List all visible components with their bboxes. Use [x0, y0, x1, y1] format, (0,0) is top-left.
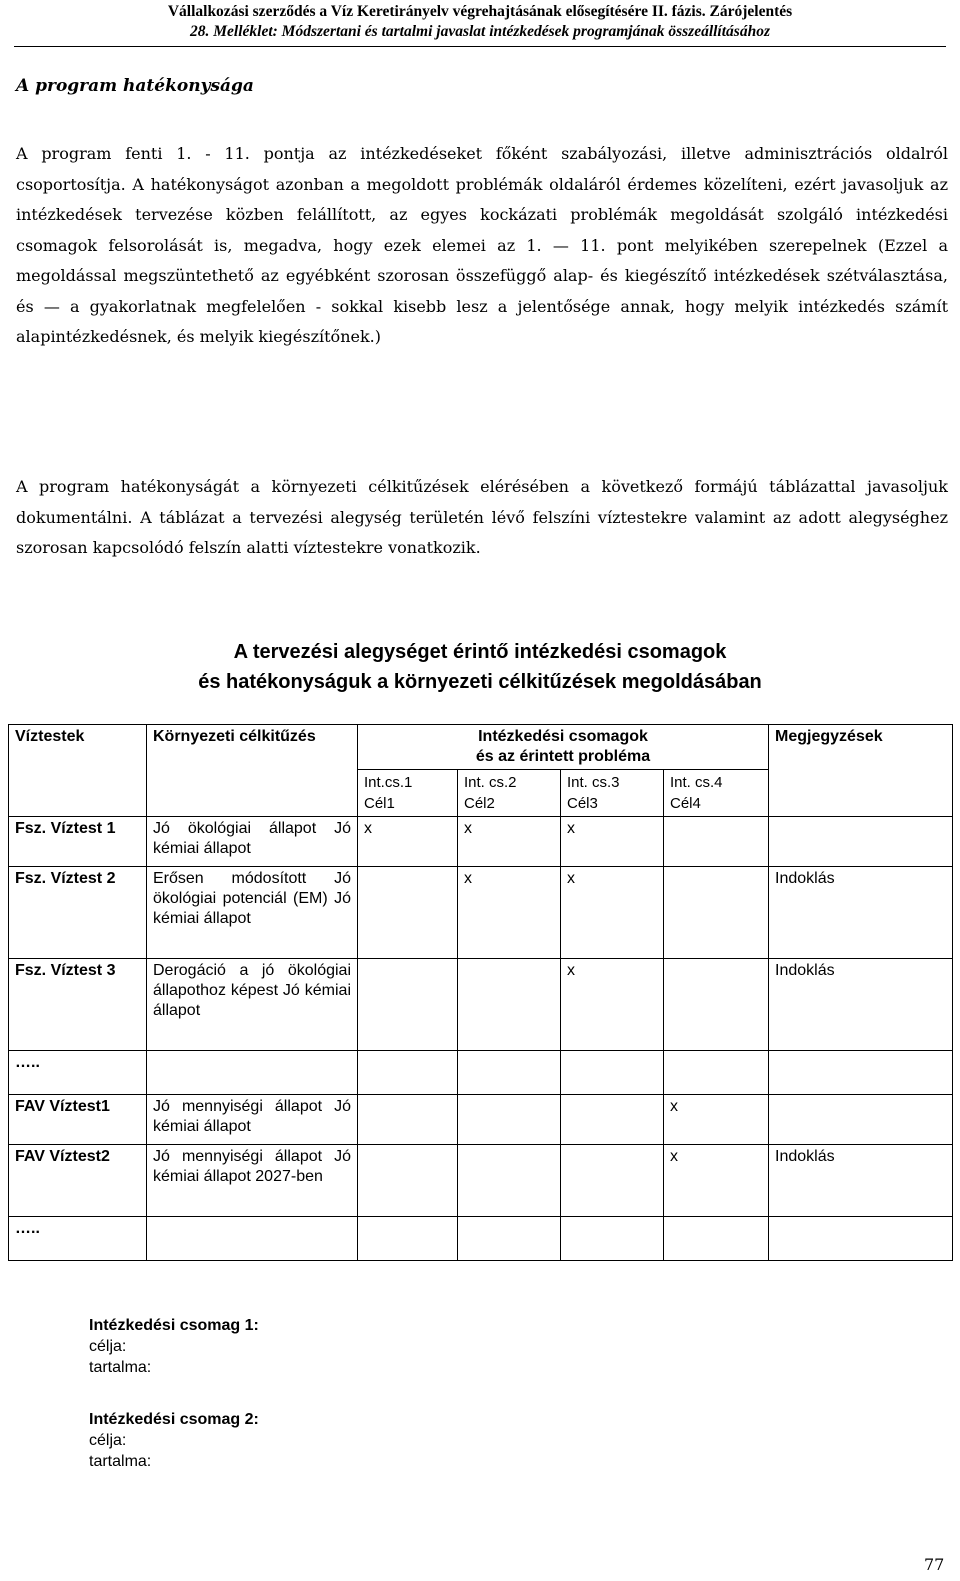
header-objective: Környezeti célkitűzés — [147, 725, 358, 817]
remark-cell — [769, 1217, 953, 1261]
table-body — [9, 817, 953, 1261]
package-mark-cell — [664, 867, 769, 959]
package-mark-cell — [664, 959, 769, 1051]
package-block-1 — [89, 1315, 259, 1378]
page-number: 77 — [924, 1555, 945, 1574]
package-mark-cell — [561, 1145, 664, 1217]
header-packages — [358, 725, 769, 770]
page-header — [0, 2, 960, 42]
package-mark-cell — [458, 1145, 561, 1217]
package-content-label: tartalma: — [89, 1359, 152, 1376]
package-goal: Cél3 — [567, 795, 598, 812]
objective-cell: Jó mennyiségi állapot Jó kémiai állapot — [147, 1095, 358, 1145]
package-mark-cell — [561, 1217, 664, 1261]
package-mark-cell — [664, 817, 769, 867]
water-body-cell: ….. — [9, 1217, 147, 1261]
package-mark-cell — [358, 867, 458, 959]
package-mark-cell — [458, 959, 561, 1051]
package-mark-cell — [561, 1095, 664, 1145]
package-mark-cell — [458, 1217, 561, 1261]
header-title: Vállalkozási szerződés a Víz Keretirányelv végrehajtásának elősegítésére II. fázis. Zárójelentés — [167, 3, 793, 20]
table-title — [0, 637, 960, 697]
package-mark-cell — [358, 1217, 458, 1261]
header-remarks: Megjegyzések — [769, 725, 953, 817]
header-water-body: Víztestek — [9, 725, 147, 817]
package-mark-cell: x — [561, 959, 664, 1051]
table-row — [9, 1051, 953, 1095]
remark-cell — [769, 817, 953, 867]
package-goal: Cél1 — [364, 795, 395, 812]
package-goal: Cél2 — [464, 795, 495, 812]
water-body-cell: ….. — [9, 1051, 147, 1095]
objective-cell: Derogáció a jó ökológiai állapothoz képest Jó kémiai állapot — [147, 959, 358, 1051]
package-mark-cell — [458, 1051, 561, 1095]
objective-cell: Jó ökológiai állapot Jó kémiai állapot — [147, 817, 358, 867]
table-row — [9, 1095, 953, 1145]
package-mark-cell — [358, 1051, 458, 1095]
package-mark-cell — [358, 1095, 458, 1145]
package-goal-label: célja: — [89, 1432, 127, 1449]
remark-cell: Indoklás — [769, 867, 953, 959]
remark-cell: Indoklás — [769, 959, 953, 1051]
objective-cell — [147, 1217, 358, 1261]
table-row — [9, 959, 953, 1051]
header-packages-line1: Intézkedési csomagok — [478, 728, 648, 745]
package-mark-cell: x — [664, 1145, 769, 1217]
package-mark-cell: x — [358, 817, 458, 867]
objective-cell: Jó mennyiségi állapot Jó kémiai állapot 2027-ben — [147, 1145, 358, 1217]
package-mark-cell: x — [458, 867, 561, 959]
header-packages-line2: és az érintett probléma — [475, 748, 651, 765]
table-title-line1: A tervezési alegységet érintő intézkedési csomagok — [233, 641, 727, 663]
package-mark-cell: x — [664, 1095, 769, 1145]
package-mark-cell — [664, 1051, 769, 1095]
package-goal-label: célja: — [89, 1338, 127, 1355]
objective-cell: Erősen módosított Jó ökológiai potenciál (EM) Jó kémiai állapot — [147, 867, 358, 959]
water-body-cell: Fsz. Víztest 2 — [9, 867, 147, 959]
package-title: Intézkedési csomag 1: — [89, 1317, 259, 1334]
package-goal: Cél4 — [670, 795, 701, 812]
package-mark-cell — [358, 1145, 458, 1217]
paragraph-table-description: A program hatékonyságát a környezeti célkitűzések elérésében a következő formájú táblázattal javasoljuk dokumentálni. A táblázat a tervezési alegység területén lévő felszíni víztestekre valamint az adott alegységhez szorosan kapcsolódó felszín alatti víztestekre vonatkozik. — [16, 477, 948, 557]
package-mark-cell: x — [458, 817, 561, 867]
measures-table — [8, 724, 953, 1261]
package-mark-cell — [358, 959, 458, 1051]
table-row — [9, 1145, 953, 1217]
water-body-cell: FAV Víztest1 — [9, 1095, 147, 1145]
table-row — [9, 867, 953, 959]
section-title: A program hatékonysága — [16, 76, 254, 96]
water-body-cell: Fsz. Víztest 1 — [9, 817, 147, 867]
subheader-package-4 — [664, 770, 769, 817]
package-name: Int. cs.2 — [464, 774, 517, 791]
remark-cell: Indoklás — [769, 1145, 953, 1217]
table-header-row — [9, 725, 953, 770]
package-name: Int. cs.3 — [567, 774, 620, 791]
package-mark-cell: x — [561, 867, 664, 959]
package-block-2 — [89, 1409, 259, 1472]
water-body-cell: FAV Víztest2 — [9, 1145, 147, 1217]
remark-cell — [769, 1095, 953, 1145]
table-row — [9, 1217, 953, 1261]
package-name: Int.cs.1 — [364, 774, 413, 791]
header-divider — [14, 46, 946, 47]
objective-cell — [147, 1051, 358, 1095]
package-content-label: tartalma: — [89, 1453, 152, 1470]
water-body-cell: Fsz. Víztest 3 — [9, 959, 147, 1051]
subheader-package-1 — [358, 770, 458, 817]
package-mark-cell — [561, 1051, 664, 1095]
subheader-package-3 — [561, 770, 664, 817]
header-subtitle: 28. Melléklet: Módszertani és tartalmi javaslat intézkedések programjának összeállításához — [190, 23, 770, 40]
remark-cell — [769, 1051, 953, 1095]
package-name: Int. cs.4 — [670, 774, 723, 791]
package-mark-cell — [664, 1217, 769, 1261]
paragraph-intro: A program fenti 1. - 11. pontja az intézkedéseket főként szabályozási, illetve adminisztrációs oldalról csoportosítja. A hatékonyságot azonban a megoldott problémák oldaláról érdemes közelíteni, ezért javasoljuk az intézkedések tervezése közben felállított, az egyes kockázati problémák megoldását szolgáló intézkedési csomagok felsorolását is, megadva, hogy ezek elemei az 1. — 11. pont melyikében szerepelnek (Ezzel a megoldással megszüntethető az egyébként szorosan összefüggő alap- és kiegészítő intézkedések szétválasztása, és — a gyakorlatnak megfelelően - sokkal kisebb lesz a jelentősége annak, hogy melyik intézkedés számít alapintézkedésnek, és melyik kiegészítőnek.) — [16, 144, 948, 346]
table-row — [9, 817, 953, 867]
package-title: Intézkedési csomag 2: — [89, 1411, 259, 1428]
table-title-line2: és hatékonyságuk a környezeti célkitűzések megoldásában — [198, 671, 762, 693]
subheader-package-2 — [458, 770, 561, 817]
package-mark-cell: x — [561, 817, 664, 867]
package-mark-cell — [458, 1095, 561, 1145]
